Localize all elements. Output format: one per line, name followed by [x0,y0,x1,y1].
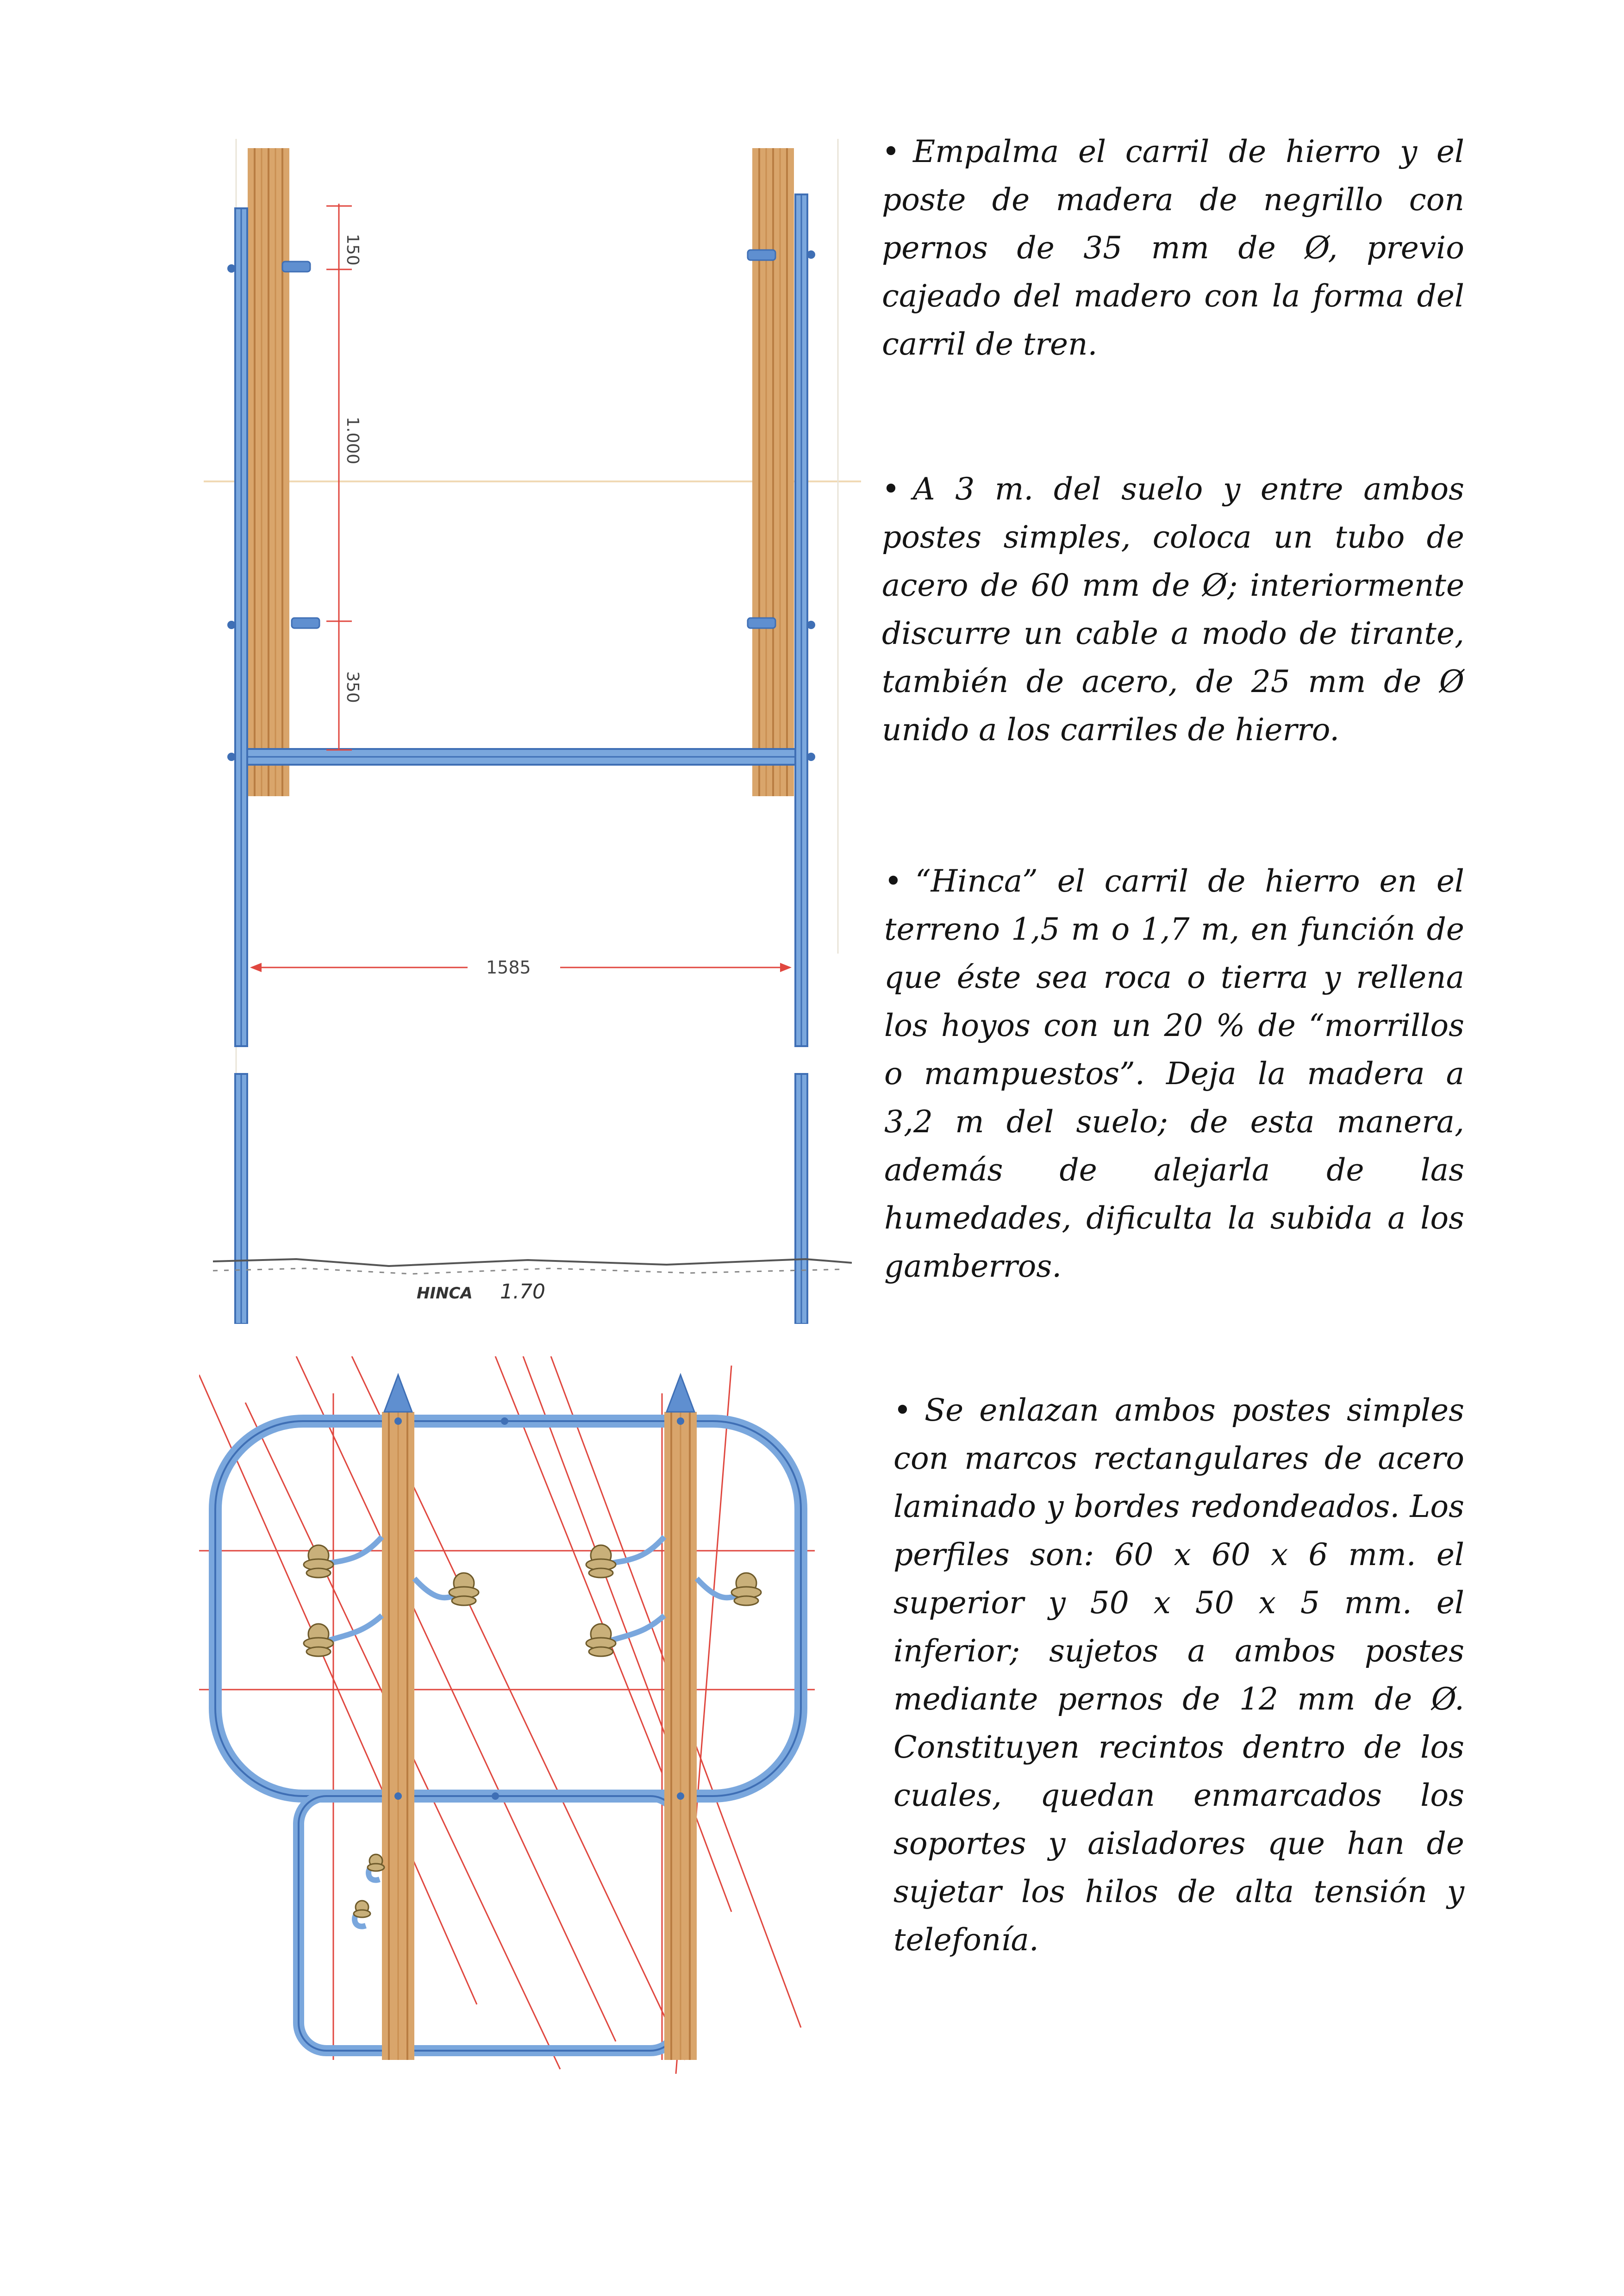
right-wood-post-2 [664,1375,697,2060]
post-elevation-svg [204,139,861,1324]
frame-insulator-svg [199,1356,815,2074]
frame-insulator-drawing [199,1356,815,2074]
paragraph-text: Empalma el carril de hierro y el poste de madera de negrillo con pernos de 35 mm de Ø, previo cajeado del madero con la forma del carril de tren. [882,134,1464,362]
paragraph-text: “Hinca” el carril de hierro en el terreno 1,5 m o 1,7 m, en función de que éste sea roca o tierra y rellena los hoyos con un 20 % de “morrillos o mampuestos”. Deja la madera a 3,2 m del suelo; de esta manera, además de alejarla de las humedades, dificulta la subida a los gamberros. [884,863,1464,1284]
right-steel-rail [795,194,807,1324]
paragraph-text: Se enlazan ambos postes simples con marcos rectangulares de acero laminado y bordes redondeados. Los perfiles son: 60 x 60 x 6 mm. el superior y 50 x 50 x 5 mm. el inferior; sujetos a ambos postes mediante pernos de 12 mm de Ø. Constituyen recintos dentro de los cuales, quedan enmarcados los soportes y aisladores que han de sujetar los hilos de alta tensión y telefonía. [893,1392,1464,1958]
bullet: • [882,471,900,507]
right-wood-post [752,148,794,796]
post-elevation-drawing [204,139,861,1324]
paragraph-hinca [884,857,1464,1291]
paragraph-frames [893,1386,1464,1964]
paragraph-rail-joint [882,128,1464,368]
bullet: • [882,134,900,169]
left-wood-post-2 [382,1375,414,2060]
paragraph-steel-tube [882,465,1464,754]
ground-value: 1.70 [500,1280,545,1304]
dim-label-top: 150 [343,234,362,266]
vertical-dimension-lines [326,204,352,750]
red-construction-lines [199,1356,815,2074]
ground-line [213,1259,852,1274]
dim-label-width: 1585 [486,957,531,978]
bullet: • [893,1392,912,1428]
steel-crossbar-tube [227,749,815,765]
paragraph-text: A 3 m. del suelo y entre ambos postes simples, coloca un tubo de acero de 60 mm de Ø; interiormente discurre un cable a modo de tirante, también de acero, de 25 mm de Ø unido a los carriles de hierro. [882,471,1464,748]
dim-label-lower: 350 [343,671,362,703]
frame-bolts [394,1417,684,1800]
left-steel-rail [235,208,247,1324]
bolt-clamps [227,250,815,629]
ground-label: HINCA [417,1284,473,1303]
dim-label-middle: 1.000 [343,417,362,465]
left-wood-post [248,148,289,796]
bullet: • [884,863,902,899]
